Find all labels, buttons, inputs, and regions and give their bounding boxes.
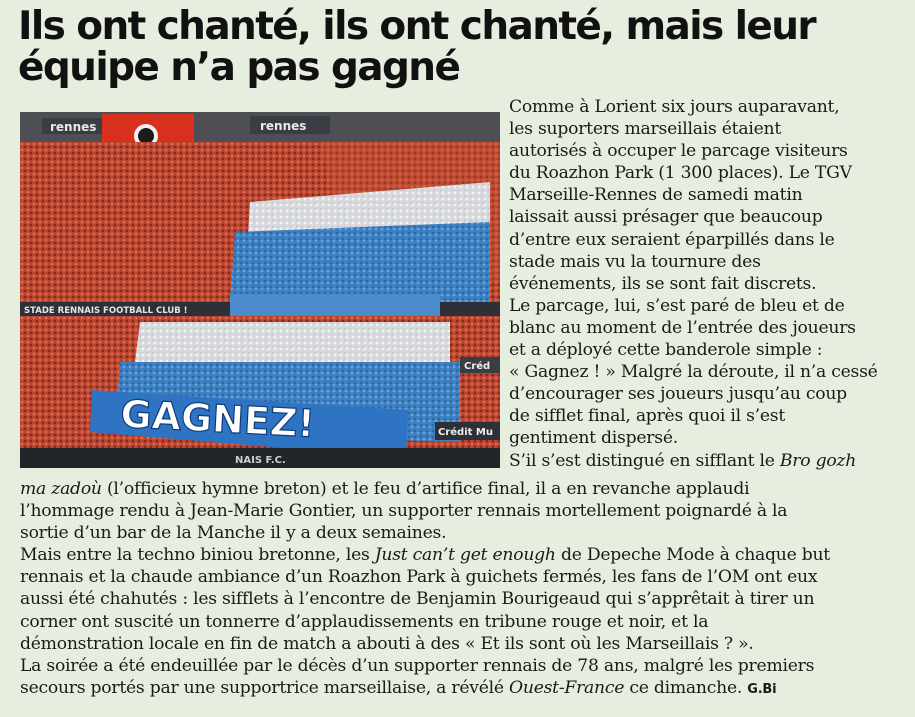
stand-sign: STADE RENNAIS FOOTBALL CLUB ! <box>24 306 188 316</box>
text-line: corner ont suscité un tonnerre d’applaudissements en tribune rouge et noir, et la <box>20 611 709 632</box>
text-line: laissait aussi présager que beaucoup <box>509 207 823 228</box>
headline-line-2: équipe n’a pas gagné <box>18 45 460 90</box>
text-line: gentiment dispersé. <box>509 428 678 449</box>
text-line: Marseille-Rennes de samedi matin <box>509 185 803 206</box>
text-line: les suporters marseillais étaient <box>509 119 781 140</box>
text-line: « Gagnez ! » Malgré la déroute, il n’a cessé <box>509 362 878 383</box>
gagnez-banner: GAGNEZ! <box>119 391 316 446</box>
article-column-text <box>509 96 899 472</box>
article-headline <box>18 6 898 88</box>
text-line: ma zadoù (l’officieux hymne breton) et le feu d’artifice final, il a en revanche applaudi <box>20 479 750 499</box>
article-full-width-text <box>20 478 900 701</box>
stadium-photo <box>20 112 500 468</box>
side-ad-2: Crédit Mu <box>438 427 493 438</box>
text-line: d’entre eux seraient éparpillés dans le <box>509 229 835 250</box>
author-signature: G.Bi <box>747 681 777 697</box>
top-ad-left: rennes <box>50 120 97 134</box>
bottom-ad: NAIS F.C. <box>235 455 286 466</box>
top-ad-right: rennes <box>260 119 307 133</box>
text-line: Comme à Lorient six jours auparavant, <box>509 97 840 117</box>
text-line: rennais et la chaude ambiance d’un Roazhon Park à guichets fermés, les fans de l’OM ont eux <box>20 567 818 588</box>
text-line: démonstration locale en fin de match a abouti à des « Et ils sont où les Marseillais ? ». <box>20 633 754 654</box>
text-line: stade mais vu la tournure des <box>509 251 761 272</box>
text-line: et a déployé cette banderole simple : <box>509 340 823 361</box>
text-line: du Roazhon Park (1 300 places). Le TGV <box>509 163 852 184</box>
text-line: autorisés à occuper le parcage visiteurs <box>509 141 848 162</box>
text-line: S’il s’est distingué en sifflant le Bro gozh <box>509 450 857 471</box>
text-line: de sifflet final, après quoi il s’est <box>509 406 786 427</box>
text-line: événements, ils se sont fait discrets. <box>509 273 817 294</box>
text-line: blanc au moment de l’entrée des joueurs <box>509 317 856 338</box>
text-line: La soirée a été endeuillée par le décès d’un supporter rennais de 78 ans, malgré les premiers <box>20 655 815 676</box>
text-line: Mais entre la techno biniou bretonne, les Just can’t get enough de Depeche Mode à chaque but <box>20 545 830 566</box>
text-line: Le parcage, lui, s’est paré de bleu et de <box>509 295 845 316</box>
text-line: aussi été chahutés : les sifflets à l’encontre de Benjamin Bourigeaud qui s’apprêtait à tirer un <box>20 589 815 610</box>
side-ad-1: Créd <box>464 361 491 372</box>
text-line: secours portés par une supportrice marseillaise, a révélé Ouest-France ce dimanche. G.Bi <box>20 677 777 698</box>
headline-line-1: Ils ont chanté, ils ont chanté, mais leur <box>18 4 815 49</box>
text-line: l’hommage rendu à Jean-Marie Gontier, un supporter rennais mortellement poignardé à la <box>20 501 788 522</box>
text-line: d’encourager ses joueurs jusqu’au coup <box>509 384 847 405</box>
text-line: sortie d’un bar de la Manche il y a deux semaines. <box>20 523 447 544</box>
